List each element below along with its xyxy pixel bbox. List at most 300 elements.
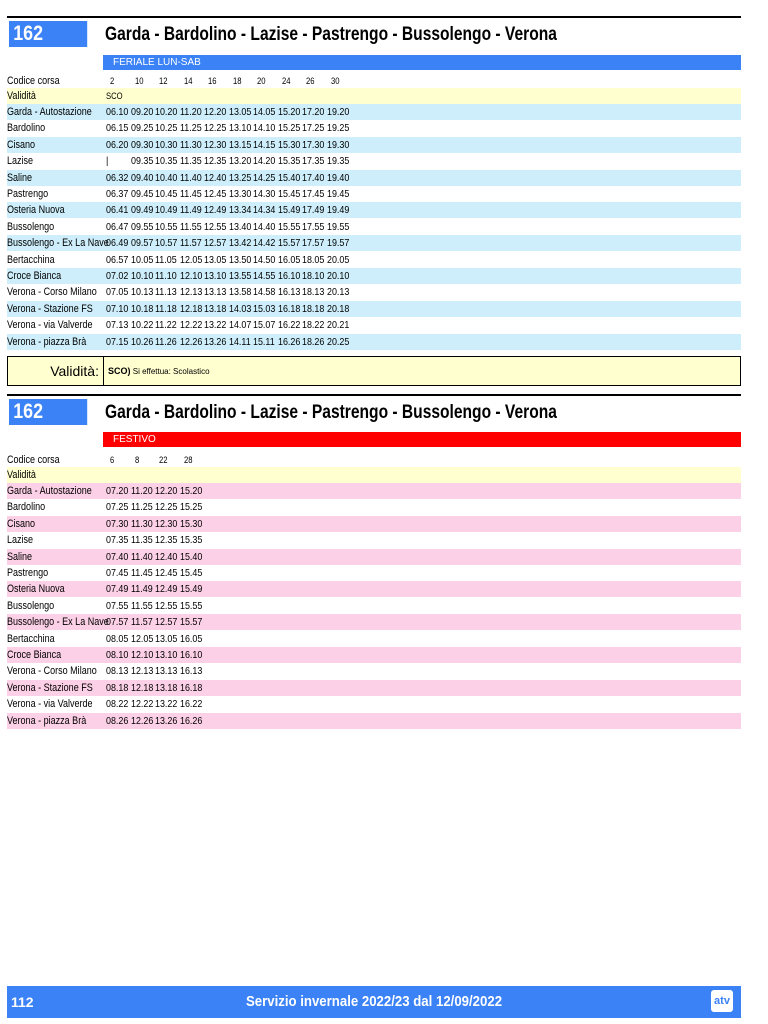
- time-cell: 07.30: [106, 517, 129, 530]
- time-cell: 19.55: [326, 220, 349, 233]
- table-row: [7, 170, 741, 186]
- time-cell: 13.13: [204, 286, 227, 299]
- time-cell: 07.20: [106, 485, 129, 497]
- time-cell: 08.22: [106, 698, 129, 711]
- table-row: [7, 663, 741, 679]
- stop-name: Saline: [7, 171, 33, 184]
- trip-code: 18: [232, 76, 242, 86]
- time-cell: 13.18: [204, 302, 227, 315]
- table-row: [7, 202, 741, 218]
- time-cell: 11.30: [130, 517, 153, 530]
- time-cell: 11.57: [179, 237, 202, 250]
- time-cell: 12.57: [155, 616, 178, 629]
- time-cell: 12.10: [130, 649, 153, 661]
- time-cell: 20.05: [326, 253, 349, 266]
- time-cell: 11.10: [155, 270, 177, 282]
- time-cell: 08.26: [106, 714, 129, 727]
- time-cell: 12.18: [130, 681, 153, 694]
- stop-name: Verona - Stazione FS: [7, 681, 93, 694]
- table-row: [7, 301, 741, 317]
- time-cell: 12.22: [130, 698, 153, 711]
- time-cell: 13.30: [228, 188, 251, 200]
- table-row: [7, 104, 741, 120]
- stop-name: Bussolengo: [7, 599, 55, 612]
- time-cell: 07.15: [106, 335, 129, 348]
- time-cell: 09.45: [130, 188, 153, 200]
- top-rule: [7, 16, 741, 18]
- time-cell: 10.10: [130, 270, 153, 282]
- time-cell: 20.21: [326, 319, 349, 332]
- table-row: [7, 235, 741, 251]
- time-cell: 07.10: [106, 302, 129, 315]
- time-cell: 12.20: [155, 485, 178, 497]
- time-cell: 11.18: [155, 302, 177, 315]
- time-cell: 07.45: [106, 567, 129, 579]
- service-band: FERIALE LUN-SAB: [103, 55, 741, 70]
- time-cell: 15.45: [277, 188, 300, 200]
- time-cell: 13.58: [228, 286, 251, 299]
- time-cell: 07.02: [106, 270, 129, 282]
- time-cell: 13.40: [228, 220, 251, 233]
- table-row: [7, 334, 741, 350]
- table-row: [7, 631, 741, 647]
- time-cell: 17.35: [302, 155, 325, 168]
- time-cell: 09.49: [130, 204, 153, 217]
- time-cell: 06.32: [106, 171, 129, 184]
- time-cell: 06.47: [106, 220, 129, 233]
- table-row: [7, 252, 741, 268]
- table-row: [7, 137, 741, 153]
- trip-code: 16: [208, 76, 217, 86]
- codice-corsa-row: [7, 73, 741, 89]
- time-cell: 14.58: [253, 286, 276, 299]
- time-cell: 09.57: [130, 237, 153, 250]
- time-cell: 13.26: [155, 714, 178, 727]
- time-cell: 07.05: [106, 286, 129, 299]
- time-cell: 06.20: [106, 138, 129, 151]
- time-cell: 18.13: [302, 286, 325, 299]
- time-cell: 12.55: [155, 599, 178, 612]
- time-cell: 09.20: [130, 106, 153, 118]
- table-row: [7, 516, 741, 532]
- time-cell: 12.05: [130, 632, 153, 645]
- time-cell: 07.49: [106, 583, 129, 596]
- stop-name: Garda - Autostazione: [7, 485, 92, 497]
- time-cell: 06.41: [106, 204, 129, 217]
- time-cell: 10.45: [155, 188, 178, 200]
- table-row: [7, 549, 741, 565]
- stop-name: Garda - Autostazione: [7, 106, 92, 118]
- time-cell: 07.25: [106, 501, 129, 514]
- line-number-badge: 162: [9, 399, 87, 425]
- time-cell: 19.35: [326, 155, 349, 168]
- time-cell: 13.42: [228, 237, 251, 250]
- line-number-badge: 162: [9, 21, 87, 47]
- time-cell: 10.05: [130, 253, 153, 266]
- route-title: Garda - Bardolino - Lazise - Pastrengo - Bussolengo - Verona: [105, 24, 557, 45]
- validity-code: SCO): [108, 366, 131, 376]
- time-cell: 11.55: [179, 220, 202, 233]
- stop-name: Verona - piazza Brà: [7, 335, 87, 348]
- table-row: [7, 647, 741, 663]
- time-cell: 08.05: [106, 632, 129, 645]
- time-cell: 13.05: [228, 106, 251, 118]
- time-cell: 14.50: [253, 253, 276, 266]
- codice-corsa-label: Codice corsa: [7, 454, 60, 466]
- codice-corsa-label: Codice corsa: [7, 75, 60, 87]
- time-cell: 11.26: [155, 335, 177, 348]
- time-cell: 15.49: [277, 204, 300, 217]
- time-cell: 12.55: [204, 220, 227, 233]
- time-cell: 13.34: [228, 204, 251, 217]
- time-cell: 13.25: [228, 171, 251, 184]
- time-cell: 10.25: [155, 122, 178, 135]
- time-cell: 16.05: [179, 632, 202, 645]
- table-row: [7, 713, 741, 729]
- time-cell: 10.55: [155, 220, 178, 233]
- time-cell: 16.26: [277, 335, 300, 348]
- time-cell: 16.10: [179, 649, 202, 661]
- time-cell: 17.30: [302, 138, 325, 151]
- time-cell: 12.30: [155, 517, 178, 530]
- time-cell: 15.25: [277, 122, 300, 135]
- time-cell: 15.55: [179, 599, 202, 612]
- time-cell: 14.40: [253, 220, 276, 233]
- time-cell: 12.49: [204, 204, 227, 217]
- time-cell: 12.18: [179, 302, 202, 315]
- trip-code: 6: [110, 455, 115, 465]
- time-cell: 10.18: [130, 302, 153, 315]
- time-cell: 11.45: [130, 567, 153, 579]
- table-row: [7, 565, 741, 581]
- time-cell: 09.30: [130, 138, 153, 151]
- time-cell: 11.49: [130, 583, 153, 596]
- time-cell: 11.55: [130, 599, 153, 612]
- time-cell: 14.42: [253, 237, 276, 250]
- time-cell: 20.18: [326, 302, 349, 315]
- time-cell: 19.25: [326, 122, 349, 135]
- page-footer: [7, 986, 741, 1018]
- trip-code: 20: [257, 76, 266, 86]
- time-cell: 17.40: [302, 171, 325, 184]
- codice-corsa-row: [7, 452, 741, 468]
- stop-name: Bussolengo - Ex La Nave: [7, 237, 109, 250]
- time-cell: 15.30: [277, 138, 300, 151]
- time-cell: 10.20: [155, 106, 178, 118]
- time-cell: 15.30: [179, 517, 202, 530]
- time-cell: 10.40: [155, 171, 178, 184]
- stop-name: Bussolengo - Ex La Nave: [7, 616, 109, 629]
- time-cell: 12.45: [204, 188, 227, 200]
- time-cell: 20.13: [326, 286, 349, 299]
- time-cell: 12.49: [155, 583, 178, 596]
- atv-logo: atv: [711, 990, 733, 1012]
- time-cell: 15.20: [277, 106, 300, 118]
- time-cell: 16.22: [179, 698, 202, 711]
- table-row: [7, 219, 741, 235]
- time-cell: 14.25: [253, 171, 276, 184]
- time-cell: 12.35: [204, 155, 227, 168]
- time-cell: 12.26: [179, 335, 202, 348]
- time-cell: 07.55: [106, 599, 129, 612]
- validita-row: [7, 467, 741, 483]
- stop-name: Croce Bianca: [7, 270, 62, 282]
- time-cell: 14.05: [253, 106, 276, 118]
- time-cell: 12.45: [155, 567, 178, 579]
- time-cell: 10.30: [155, 138, 178, 151]
- time-cell: 12.40: [155, 550, 178, 563]
- time-cell: 11.49: [179, 204, 202, 217]
- time-cell: 12.05: [179, 253, 202, 266]
- time-cell: 18.22: [302, 319, 325, 332]
- time-cell: 14.03: [228, 302, 251, 315]
- time-cell: 13.13: [155, 665, 178, 678]
- stop-name: Pastrengo: [7, 567, 49, 579]
- time-cell: 20.25: [326, 335, 349, 348]
- time-cell: 19.20: [326, 106, 349, 118]
- validity-note-label: Validità:: [8, 357, 104, 385]
- stop-name: Lazise: [7, 155, 34, 168]
- time-cell: 15.03: [253, 302, 276, 315]
- time-cell: 15.57: [277, 237, 300, 250]
- time-cell: 12.13: [130, 665, 153, 678]
- table-row: [7, 532, 741, 548]
- time-cell: 14.11: [228, 335, 251, 348]
- time-cell: 11.20: [179, 106, 202, 118]
- time-cell: 11.13: [155, 286, 177, 299]
- time-cell: 17.20: [302, 106, 325, 118]
- table-row: [7, 696, 741, 712]
- trip-code: 24: [281, 76, 291, 86]
- time-cell: 14.30: [253, 188, 276, 200]
- stop-name: Bardolino: [7, 122, 46, 135]
- stop-name: Bardolino: [7, 501, 46, 514]
- time-cell: 08.13: [106, 665, 129, 678]
- time-cell: 13.10: [204, 270, 227, 282]
- time-cell: 17.55: [302, 220, 325, 233]
- table-row: [7, 317, 741, 333]
- time-cell: 12.13: [179, 286, 202, 299]
- time-cell: 19.40: [326, 171, 349, 184]
- stop-name: Bertacchina: [7, 253, 55, 266]
- time-cell: 15.40: [277, 171, 300, 184]
- time-cell: 18.18: [302, 302, 325, 315]
- time-cell: 07.35: [106, 534, 129, 547]
- time-cell: 06.37: [106, 188, 129, 200]
- time-cell: 15.35: [179, 534, 202, 547]
- top-rule: [7, 394, 741, 396]
- trip-code: 14: [183, 76, 193, 86]
- time-cell: 10.13: [130, 286, 153, 299]
- time-cell: 11.25: [130, 501, 153, 514]
- time-cell: 16.18: [179, 681, 202, 694]
- time-cell: 20.10: [326, 270, 349, 282]
- time-cell: 13.05: [155, 632, 178, 645]
- time-cell: 14.34: [253, 204, 276, 217]
- table-row: [7, 499, 741, 515]
- time-cell: 13.10: [228, 122, 251, 135]
- time-cell: 11.40: [130, 550, 153, 563]
- time-cell: 12.40: [204, 171, 227, 184]
- trip-code: 28: [183, 455, 193, 465]
- table-row: [7, 268, 741, 284]
- time-cell: 11.35: [179, 155, 202, 168]
- time-cell: 12.35: [155, 534, 178, 547]
- time-cell: 06.15: [106, 122, 129, 135]
- time-cell: 11.25: [179, 122, 202, 135]
- time-cell: 16.13: [277, 286, 300, 299]
- time-cell: 14.07: [228, 319, 251, 332]
- time-cell: 14.10: [253, 122, 276, 135]
- time-cell: 15.11: [253, 335, 275, 348]
- time-cell: 07.13: [106, 319, 129, 332]
- time-cell: 13.22: [204, 319, 227, 332]
- time-cell: 17.25: [302, 122, 325, 135]
- time-cell: 13.22: [155, 698, 178, 711]
- time-cell: 11.30: [179, 138, 202, 151]
- table-row: [7, 153, 741, 169]
- time-cell: 16.18: [277, 302, 300, 315]
- time-cell: 19.30: [326, 138, 349, 151]
- validita-label: Validità: [7, 90, 36, 102]
- time-cell: 12.25: [204, 122, 227, 135]
- service-band: FESTIVO: [103, 432, 741, 447]
- time-cell: 13.15: [228, 138, 251, 151]
- time-cell: 13.10: [155, 649, 178, 661]
- time-cell: 15.25: [179, 501, 202, 514]
- time-cell: 08.18: [106, 681, 129, 694]
- time-cell: 15.45: [179, 567, 202, 579]
- table-row: [7, 483, 741, 499]
- stop-name: Croce Bianca: [7, 649, 62, 661]
- validita-label: Validità: [7, 469, 36, 481]
- time-cell: 16.22: [277, 319, 300, 332]
- time-cell: 10.57: [155, 237, 178, 250]
- time-cell: 10.49: [155, 204, 178, 217]
- time-cell: 14.20: [253, 155, 276, 168]
- time-cell: 12.22: [179, 319, 202, 332]
- time-cell: 12.57: [204, 237, 227, 250]
- time-cell: 13.05: [204, 253, 227, 266]
- time-cell: |: [106, 155, 109, 168]
- stop-name: Osteria Nuova: [7, 204, 65, 217]
- validity-code-cell: SCO: [106, 91, 123, 101]
- time-cell: 17.49: [302, 204, 325, 217]
- time-cell: 15.35: [277, 155, 300, 168]
- trip-code: 22: [159, 455, 168, 465]
- time-cell: 12.25: [155, 501, 178, 514]
- page-number: 112: [11, 994, 34, 1010]
- table-row: [7, 186, 741, 202]
- table-row: [7, 614, 741, 630]
- time-cell: 19.57: [326, 237, 349, 250]
- time-cell: 09.25: [130, 122, 153, 135]
- time-cell: 13.18: [155, 681, 178, 694]
- time-cell: 18.26: [302, 335, 325, 348]
- stop-name: Verona - Corso Milano: [7, 665, 97, 678]
- time-cell: 11.35: [130, 534, 153, 547]
- time-cell: 16.13: [179, 665, 202, 678]
- time-cell: 12.10: [179, 270, 202, 282]
- table-row: [7, 120, 741, 136]
- time-cell: 12.20: [204, 106, 227, 118]
- stop-name: Verona - piazza Brà: [7, 714, 87, 727]
- table-row: [7, 581, 741, 597]
- stop-name: Bertacchina: [7, 632, 55, 645]
- time-cell: 06.49: [106, 237, 129, 250]
- time-cell: 15.49: [179, 583, 202, 596]
- table-row: [7, 680, 741, 696]
- stop-name: Cisano: [7, 138, 36, 151]
- time-cell: 10.26: [130, 335, 153, 348]
- time-cell: 11.22: [155, 319, 177, 332]
- stop-name: Pastrengo: [7, 188, 49, 200]
- trip-code: 10: [134, 76, 144, 86]
- time-cell: 06.57: [106, 253, 129, 266]
- stop-name: Saline: [7, 550, 33, 563]
- stop-name: Verona - Corso Milano: [7, 286, 97, 299]
- stop-name: Cisano: [7, 517, 36, 530]
- time-cell: 09.40: [130, 171, 153, 184]
- stop-name: Verona - via Valverde: [7, 319, 93, 332]
- time-cell: 09.55: [130, 220, 153, 233]
- stop-name: Verona - Stazione FS: [7, 302, 93, 315]
- time-cell: 10.35: [155, 155, 178, 168]
- time-cell: 18.05: [302, 253, 325, 266]
- time-cell: 11.20: [130, 485, 153, 497]
- validity-note-text: [108, 366, 210, 376]
- time-cell: 11.05: [155, 253, 177, 266]
- time-cell: 07.57: [106, 616, 129, 629]
- validity-note: [7, 356, 741, 386]
- time-cell: 13.55: [228, 270, 251, 282]
- time-cell: 17.45: [302, 188, 325, 200]
- time-cell: 06.10: [106, 106, 129, 118]
- validity-description: Si effettua: Scolastico: [132, 367, 210, 376]
- trip-code: 8: [134, 455, 139, 465]
- time-cell: 09.35: [130, 155, 153, 168]
- table-row: [7, 598, 741, 614]
- time-cell: 15.40: [179, 550, 202, 563]
- time-cell: 12.30: [204, 138, 227, 151]
- time-cell: 13.20: [228, 155, 251, 168]
- time-cell: 14.15: [253, 138, 276, 151]
- stop-name: Osteria Nuova: [7, 583, 65, 596]
- time-cell: 19.45: [326, 188, 349, 200]
- validita-row: [7, 88, 741, 104]
- time-cell: 15.55: [277, 220, 300, 233]
- time-cell: 19.49: [326, 204, 349, 217]
- time-cell: 16.10: [277, 270, 300, 282]
- time-cell: 16.26: [179, 714, 202, 727]
- time-cell: 11.57: [130, 616, 153, 629]
- time-cell: 11.45: [179, 188, 202, 200]
- time-cell: 15.20: [179, 485, 202, 497]
- trip-code: 30: [330, 76, 340, 86]
- time-cell: 07.40: [106, 550, 129, 563]
- trip-code: 12: [159, 76, 168, 86]
- trip-code: 2: [110, 76, 115, 86]
- time-cell: 15.57: [179, 616, 202, 629]
- time-cell: 17.57: [302, 237, 325, 250]
- time-cell: 13.26: [204, 335, 227, 348]
- time-cell: 10.22: [130, 319, 153, 332]
- time-cell: 12.26: [130, 714, 153, 727]
- time-cell: 15.07: [253, 319, 276, 332]
- table-row: [7, 284, 741, 300]
- time-cell: 11.40: [179, 171, 202, 184]
- stop-name: Verona - via Valverde: [7, 698, 93, 711]
